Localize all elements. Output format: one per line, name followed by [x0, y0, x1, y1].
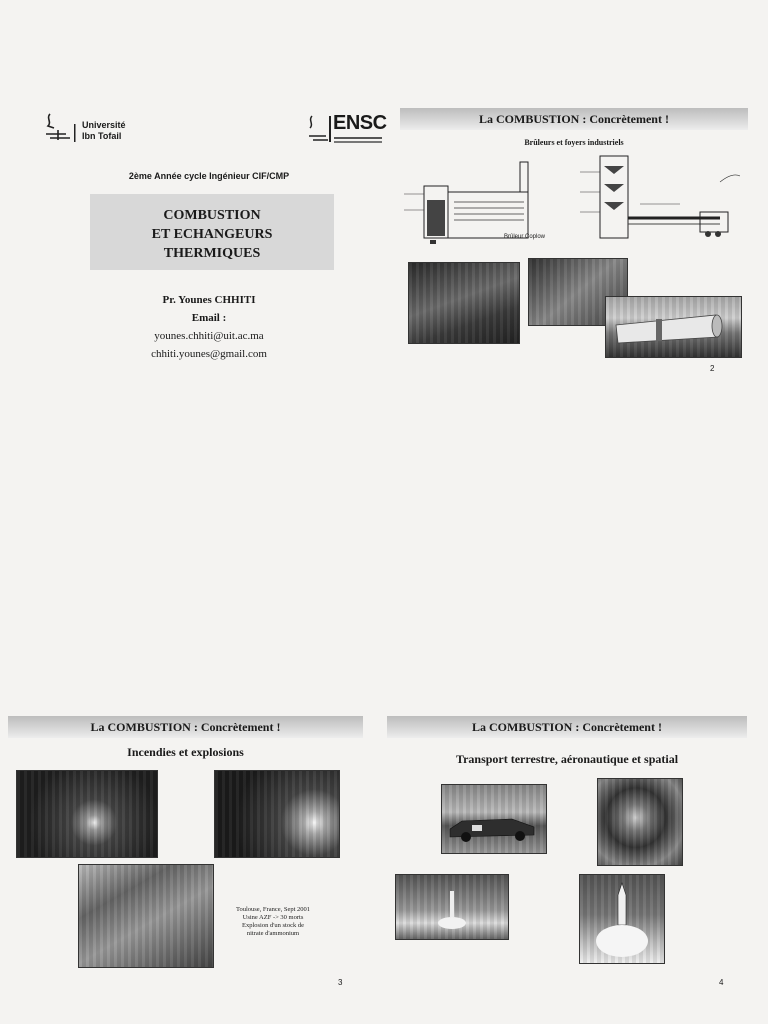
university-name-line2: Ibn Tofail: [82, 131, 122, 141]
rocket-launch-photo-1: [395, 874, 509, 940]
page-number: 3: [338, 978, 343, 987]
ensc-subtext-line: [334, 141, 382, 143]
caption-line-2: Usine AZF -> 30 morts: [242, 914, 304, 921]
ensc-logo-text: ENSC: [333, 112, 387, 134]
race-car-photo: [441, 784, 547, 854]
rocket-icon: [396, 875, 508, 939]
slide-subtitle: Brûleurs et foyers industriels: [524, 138, 624, 147]
title-line-1: COMBUSTION: [163, 208, 261, 223]
email-address-1: younes.chhiti@uit.ac.ma: [154, 330, 264, 342]
caption-line-1: Toulouse, France, Sept 2001: [235, 906, 311, 913]
rotary-kiln-photo: [605, 296, 742, 358]
ensc-subtext-line: [334, 137, 382, 139]
title-box: [90, 194, 334, 270]
explosion-aerial-photo: [78, 864, 214, 968]
caption-line-4: nitrate d'ammonium: [246, 930, 300, 937]
slide-header-title: La COMBUSTION : Concrètement !: [472, 720, 662, 734]
diagram-label: Brûleur Coplow: [504, 234, 546, 240]
industrial-burner-photo: [408, 262, 520, 344]
kiln-process-diagram: [580, 152, 740, 244]
slide-header-title: La COMBUSTION : Concrètement !: [479, 112, 669, 126]
fire-photo-2: [214, 770, 340, 858]
email-address-2: chhiti.younes@gmail.com: [151, 348, 267, 360]
page-number: 4: [719, 978, 724, 987]
rocket-launch-photo-2: [579, 874, 665, 964]
caption-line-3: Explosion d'un stock de: [241, 922, 304, 929]
jet-engine-photo: [597, 778, 683, 866]
slide-2: [400, 108, 748, 378]
explosion-caption: [218, 906, 328, 938]
cycle-label: 2ème Année cycle Ingénieur CIF/CMP: [128, 171, 290, 181]
ensc-logo: [308, 110, 388, 146]
slide-4: [387, 716, 747, 996]
author-name: Pr. Younes CHHITI: [162, 294, 256, 306]
ensc-logo-icon: [308, 114, 332, 144]
university-logo-icon: [44, 110, 76, 144]
slide-subtitle: Transport terrestre, aéronautique et spatial: [455, 752, 679, 766]
university-logo: [44, 110, 154, 146]
slide-subtitle: Incendies et explosions: [127, 745, 244, 759]
page-number: 2: [710, 364, 715, 373]
email-label: Email :: [191, 312, 227, 324]
slide-1: [28, 100, 390, 390]
fire-photo-1: [16, 770, 158, 858]
rocket-icon: [580, 875, 664, 963]
university-name-line1: Université: [82, 120, 126, 130]
title-line-2: ET ECHANGEURS: [151, 227, 273, 242]
slide-header-title: La COMBUSTION : Concrètement !: [90, 720, 281, 734]
kiln-cylinder-icon: [606, 297, 741, 357]
title-line-3: THERMIQUES: [163, 246, 261, 261]
car-icon: [442, 785, 546, 853]
slide-3: [8, 716, 363, 996]
